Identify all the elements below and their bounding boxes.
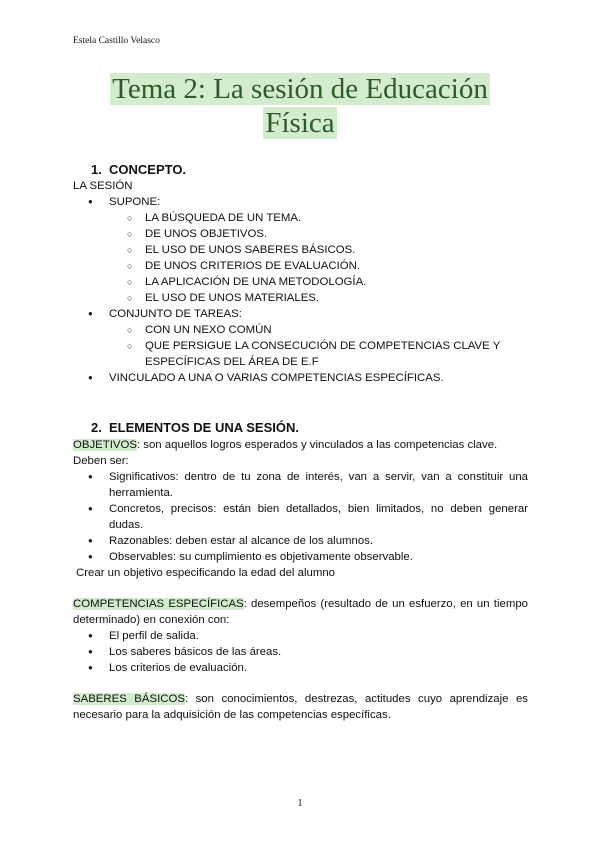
sublist-item: ○ DE UNOS OBJETIVOS. <box>73 226 528 242</box>
section-2-number: 2. <box>91 420 102 435</box>
objetivos-text: : son aquellos logros esperados y vinculados a las competencias clave. <box>136 439 498 451</box>
saberes-text: : son conocimientos, destrezas, actitudes cuyo aprendizaje es necesario para la adquisición de las competencias específicas. <box>73 693 529 721</box>
sublist-item: ○ EL USO DE UNOS SABERES BÁSICOS. <box>73 242 528 258</box>
sublist-item: ○ DE UNOS CRITERIOS DE EVALUACIÓN. <box>73 258 528 274</box>
objetivos-note: Crear un objetivo especificando la edad del alumno <box>76 567 335 579</box>
section-1-heading <box>73 162 528 178</box>
objetivos-term: OBJETIVOS <box>73 439 137 451</box>
list-item: ● Los criterios de evaluación. <box>73 660 528 676</box>
sublist-item: ○ LA BÚSQUEDA DE UN TEMA. <box>73 210 528 226</box>
list-item-label: CONJUNTO DE TAREAS: <box>109 308 242 320</box>
spacer <box>73 581 528 596</box>
sublist <box>109 322 528 370</box>
page-number: 1 <box>297 798 303 809</box>
title-line-1: Tema 2: La sesión de Educación <box>112 73 488 105</box>
page-title <box>60 72 540 140</box>
competencias-term: COMPETENCIAS ESPECÍFICAS <box>73 598 244 610</box>
sublist-item: ○ QUE PERSIGUE LA CONSECUCIÓN DE COMPETENCIAS CLAVE Y ESPECÍFICAS DEL ÁREA DE E.F <box>73 338 528 370</box>
saberes-paragraph <box>73 691 528 723</box>
title-line-2: Física <box>265 107 335 139</box>
document-body <box>73 162 528 723</box>
list-item: ● Concretos, precisos: están bien detallados, bien limitados, no deben generar dudas. <box>73 501 528 533</box>
section-2-title: ELEMENTOS DE UNA SESIÓN. <box>109 420 299 435</box>
list-item <box>73 306 528 370</box>
page-header-author: Estela Castillo Velasco <box>73 36 160 46</box>
sublist-item: ○ CON UN NEXO COMÚN <box>73 322 528 338</box>
deben-ser-label: Deben ser: <box>73 455 129 467</box>
sublist-item: ○ EL USO DE UNOS MATERIALES. <box>73 290 528 306</box>
sublist-item: ○ LA APLICACIÓN DE UNA METODOLOGÍA. <box>73 274 528 290</box>
spacer <box>73 676 528 691</box>
section-1-list <box>73 194 528 386</box>
list-item <box>73 194 528 306</box>
list-item: ● Observables: su cumplimiento es objetivamente observable. <box>73 549 528 565</box>
list-item: ● El perfil de salida. <box>73 628 528 644</box>
list-item: ● Razonables: deben estar al alcance de los alumnos. <box>73 533 528 549</box>
section-1-number: 1. <box>91 162 102 177</box>
list-item: ● Los saberes básicos de las áreas. <box>73 644 528 660</box>
competencias-paragraph <box>73 596 528 628</box>
list-item: ● VINCULADO A UNA O VARIAS COMPETENCIAS ESPECÍFICAS. <box>73 370 528 386</box>
objetivos-paragraph <box>73 437 528 453</box>
competencias-text: : desempeños (resultado de un esfuerzo, en un tiempo determinado) en conexión con: <box>73 598 528 626</box>
section-1-intro: LA SESIÓN <box>73 180 133 192</box>
competencias-list <box>73 628 528 676</box>
list-item: ● Significativos: dentro de tu zona de interés, van a servir, van a constituir una herramienta. <box>73 469 528 501</box>
section-1-title: CONCEPTO. <box>109 162 187 177</box>
sublist <box>109 210 528 306</box>
objetivos-list <box>73 469 528 565</box>
saberes-term: SABERES BÁSICOS <box>73 693 185 705</box>
list-item-label: SUPONE: <box>109 196 161 208</box>
section-2-heading <box>73 420 528 436</box>
